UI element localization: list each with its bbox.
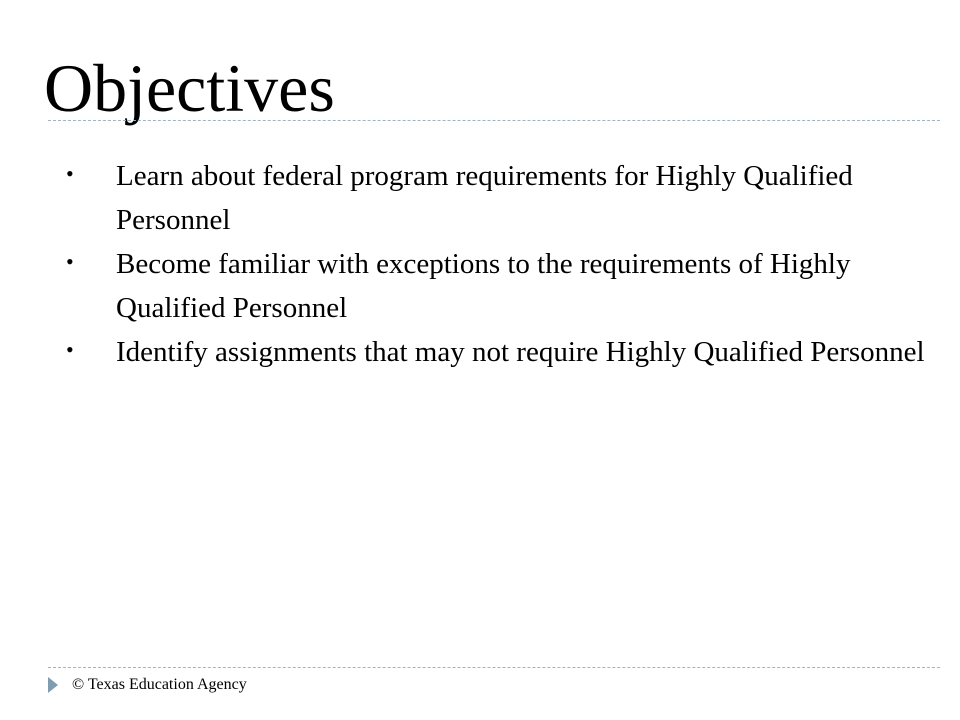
objective-item [66, 330, 926, 374]
objective-item [66, 242, 926, 330]
objectives-list [66, 154, 926, 374]
objective-text: Learn about federal program requirements for Highly Qualified Personnel [116, 160, 853, 236]
footer-copyright: © Texas Education Agency [72, 676, 247, 693]
slide-title: Objectives [44, 50, 335, 126]
title-divider [48, 120, 940, 121]
bullet-icon: • [66, 249, 74, 274]
slide-footer [48, 675, 247, 695]
objective-item [66, 154, 926, 242]
footer-divider [48, 667, 940, 668]
triangle-right-icon [48, 677, 58, 693]
objective-text: Identify assignments that may not require Highly Qualified Personnel [116, 336, 925, 368]
bullet-icon: • [66, 337, 74, 362]
objective-text: Become familiar with exceptions to the requirements of Highly Qualified Personnel [116, 248, 851, 324]
bullet-icon: • [66, 161, 74, 186]
